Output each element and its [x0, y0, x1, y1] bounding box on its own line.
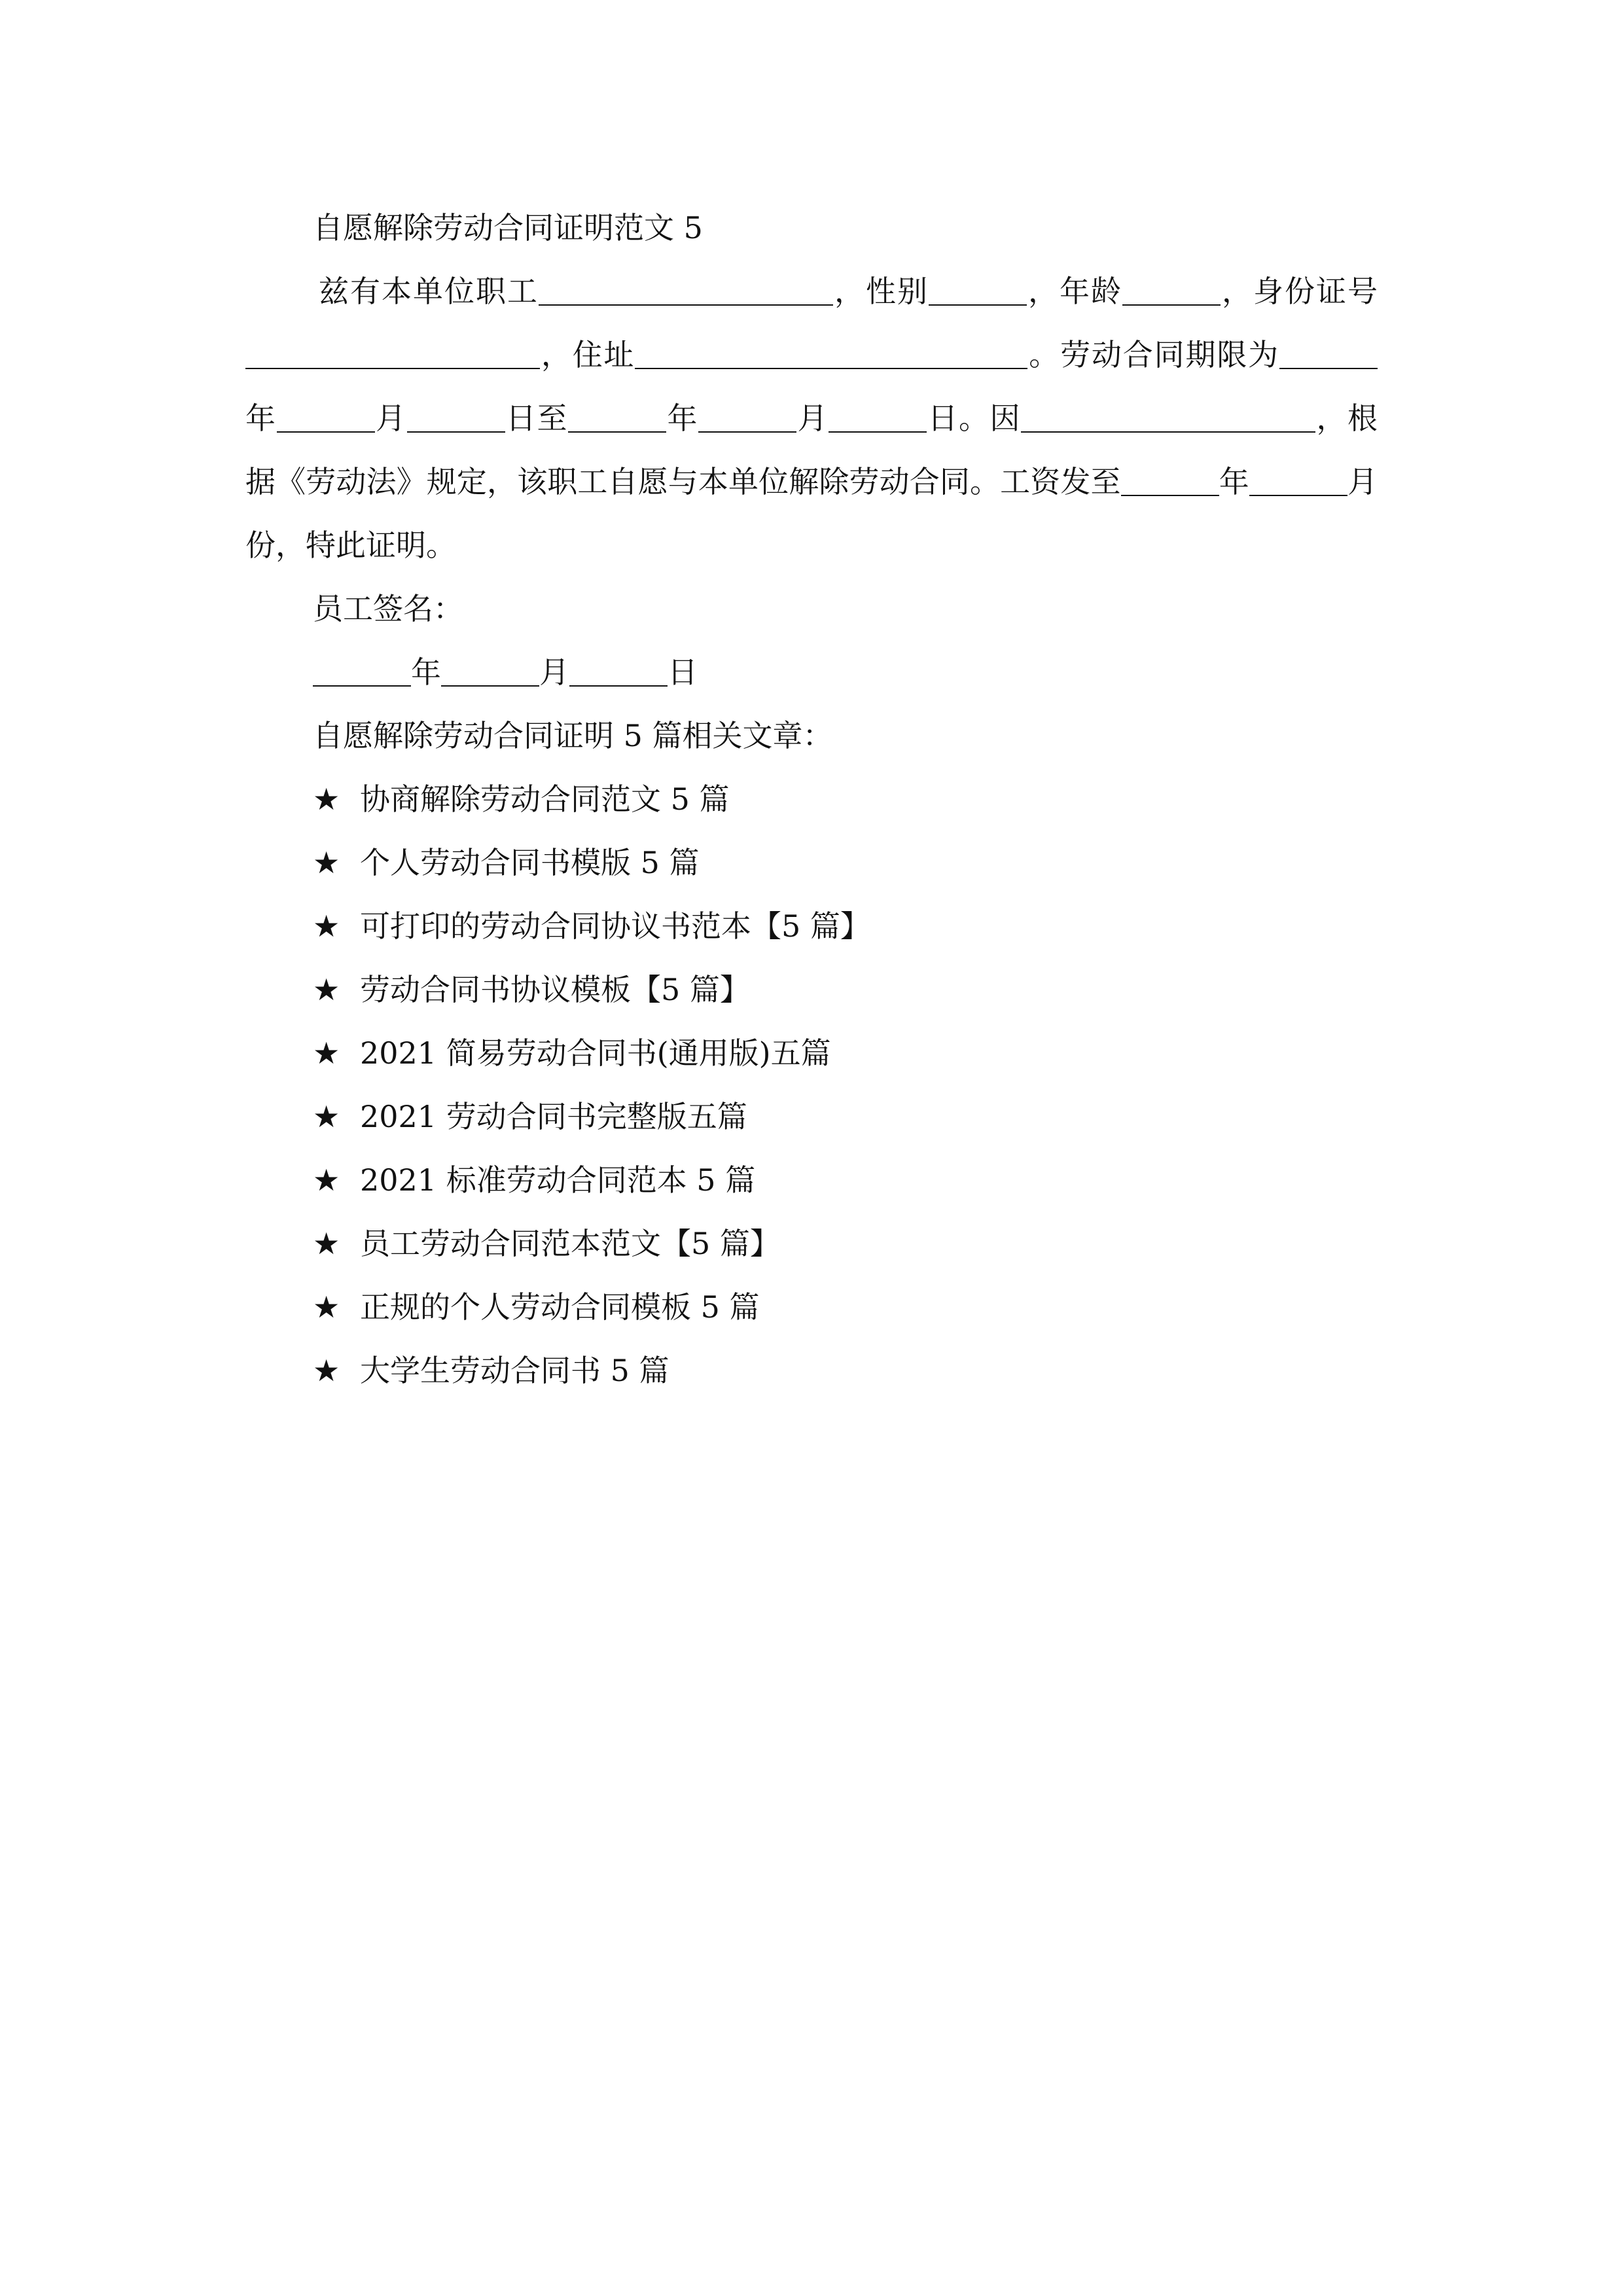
- related-article-link[interactable]: 2021 简易劳动合同书(通用版)五篇: [360, 1035, 831, 1071]
- blank-sign-day: [569, 659, 668, 687]
- blank-salary-year: [1121, 469, 1219, 496]
- related-articles-list: [245, 768, 1378, 1403]
- blank-start-year: [1279, 342, 1378, 369]
- blank-end-day: [829, 405, 927, 433]
- blank-end-year: [568, 405, 666, 433]
- star-icon: ★: [313, 1226, 340, 1261]
- date-day-label: 日: [668, 655, 698, 690]
- related-article-link[interactable]: 个人劳动合同书模版 5 篇: [360, 845, 700, 880]
- related-article-link[interactable]: 员工劳动合同范本范文【5 篇】: [360, 1226, 780, 1261]
- document-content: [245, 196, 1378, 1403]
- star-icon: ★: [313, 1099, 340, 1134]
- list-item[interactable]: [245, 1212, 1378, 1276]
- blank-salary-month: [1249, 469, 1347, 496]
- list-item[interactable]: [245, 831, 1378, 895]
- related-article-link[interactable]: 可打印的劳动合同协议书范本【5 篇】: [360, 908, 870, 944]
- blank-reason: [1021, 405, 1315, 433]
- list-item[interactable]: [245, 958, 1378, 1022]
- certificate-body: [245, 260, 1378, 577]
- date-year-label: 年: [411, 655, 441, 690]
- body-text-id: ，身份证号: [1221, 274, 1378, 309]
- blank-employee-name: [539, 278, 833, 306]
- body-text-month: 月: [374, 401, 407, 436]
- star-icon: ★: [313, 1289, 340, 1325]
- list-item[interactable]: [245, 1339, 1378, 1403]
- star-icon: ★: [313, 1353, 340, 1388]
- body-text-age: ，年龄: [1027, 274, 1122, 309]
- date-month-label: 月: [539, 655, 569, 690]
- list-item[interactable]: [245, 1085, 1378, 1149]
- blank-sign-year: [313, 659, 411, 687]
- body-text-address: ，住址: [540, 337, 635, 372]
- star-icon: ★: [313, 1162, 340, 1198]
- blank-age: [1122, 278, 1221, 306]
- list-item[interactable]: [245, 1022, 1378, 1085]
- blank-start-month: [277, 405, 375, 433]
- body-text-closing: 月份，特此证明。: [245, 464, 1378, 563]
- body-text-year3: 年: [1219, 464, 1249, 499]
- star-icon: ★: [313, 1035, 340, 1071]
- document-title: 自愿解除劳动合同证明范文 5: [313, 210, 703, 245]
- star-icon: ★: [313, 972, 340, 1007]
- blank-gender: [929, 278, 1027, 306]
- related-article-link[interactable]: 大学生劳动合同书 5 篇: [360, 1353, 669, 1388]
- star-icon: ★: [313, 908, 340, 944]
- list-item[interactable]: [245, 1149, 1378, 1212]
- body-text-month2: 月: [796, 401, 829, 436]
- body-text-employee: 兹有本单位职工: [319, 274, 539, 309]
- related-article-link[interactable]: 2021 劳动合同书完整版五篇: [360, 1099, 747, 1134]
- list-item[interactable]: [245, 895, 1378, 958]
- related-article-link[interactable]: 劳动合同书协议模板【5 篇】: [360, 972, 750, 1007]
- related-heading: 自愿解除劳动合同证明 5 篇相关文章：: [313, 718, 833, 753]
- signature-label: 员工签名：: [313, 591, 463, 626]
- blank-sign-month: [441, 659, 539, 687]
- star-icon: ★: [313, 781, 340, 817]
- list-item[interactable]: [245, 1276, 1378, 1339]
- body-text-year: 年: [245, 401, 277, 436]
- body-text-term: 。劳动合同期限为: [1027, 337, 1280, 372]
- blank-address: [635, 342, 1027, 369]
- body-text-year2: 年: [666, 401, 698, 436]
- blank-start-day: [407, 405, 505, 433]
- related-article-link[interactable]: 协商解除劳动合同范文 5 篇: [360, 781, 730, 817]
- body-text-day-to: 日至: [505, 401, 568, 436]
- date-line: [245, 641, 1378, 704]
- blank-end-month: [698, 405, 796, 433]
- related-article-link[interactable]: 正规的个人劳动合同模板 5 篇: [360, 1289, 760, 1325]
- body-text-because: 日。因: [927, 401, 1021, 436]
- body-text-law: ，根据《劳动法》规定，该职工自愿与本单位解除劳动合同。工资发至: [245, 401, 1378, 499]
- related-article-link[interactable]: 2021 标准劳动合同范本 5 篇: [360, 1162, 756, 1198]
- star-icon: ★: [313, 845, 340, 880]
- body-text-gender: ，性别: [833, 274, 929, 309]
- blank-id-number: [245, 342, 540, 369]
- list-item[interactable]: [245, 768, 1378, 831]
